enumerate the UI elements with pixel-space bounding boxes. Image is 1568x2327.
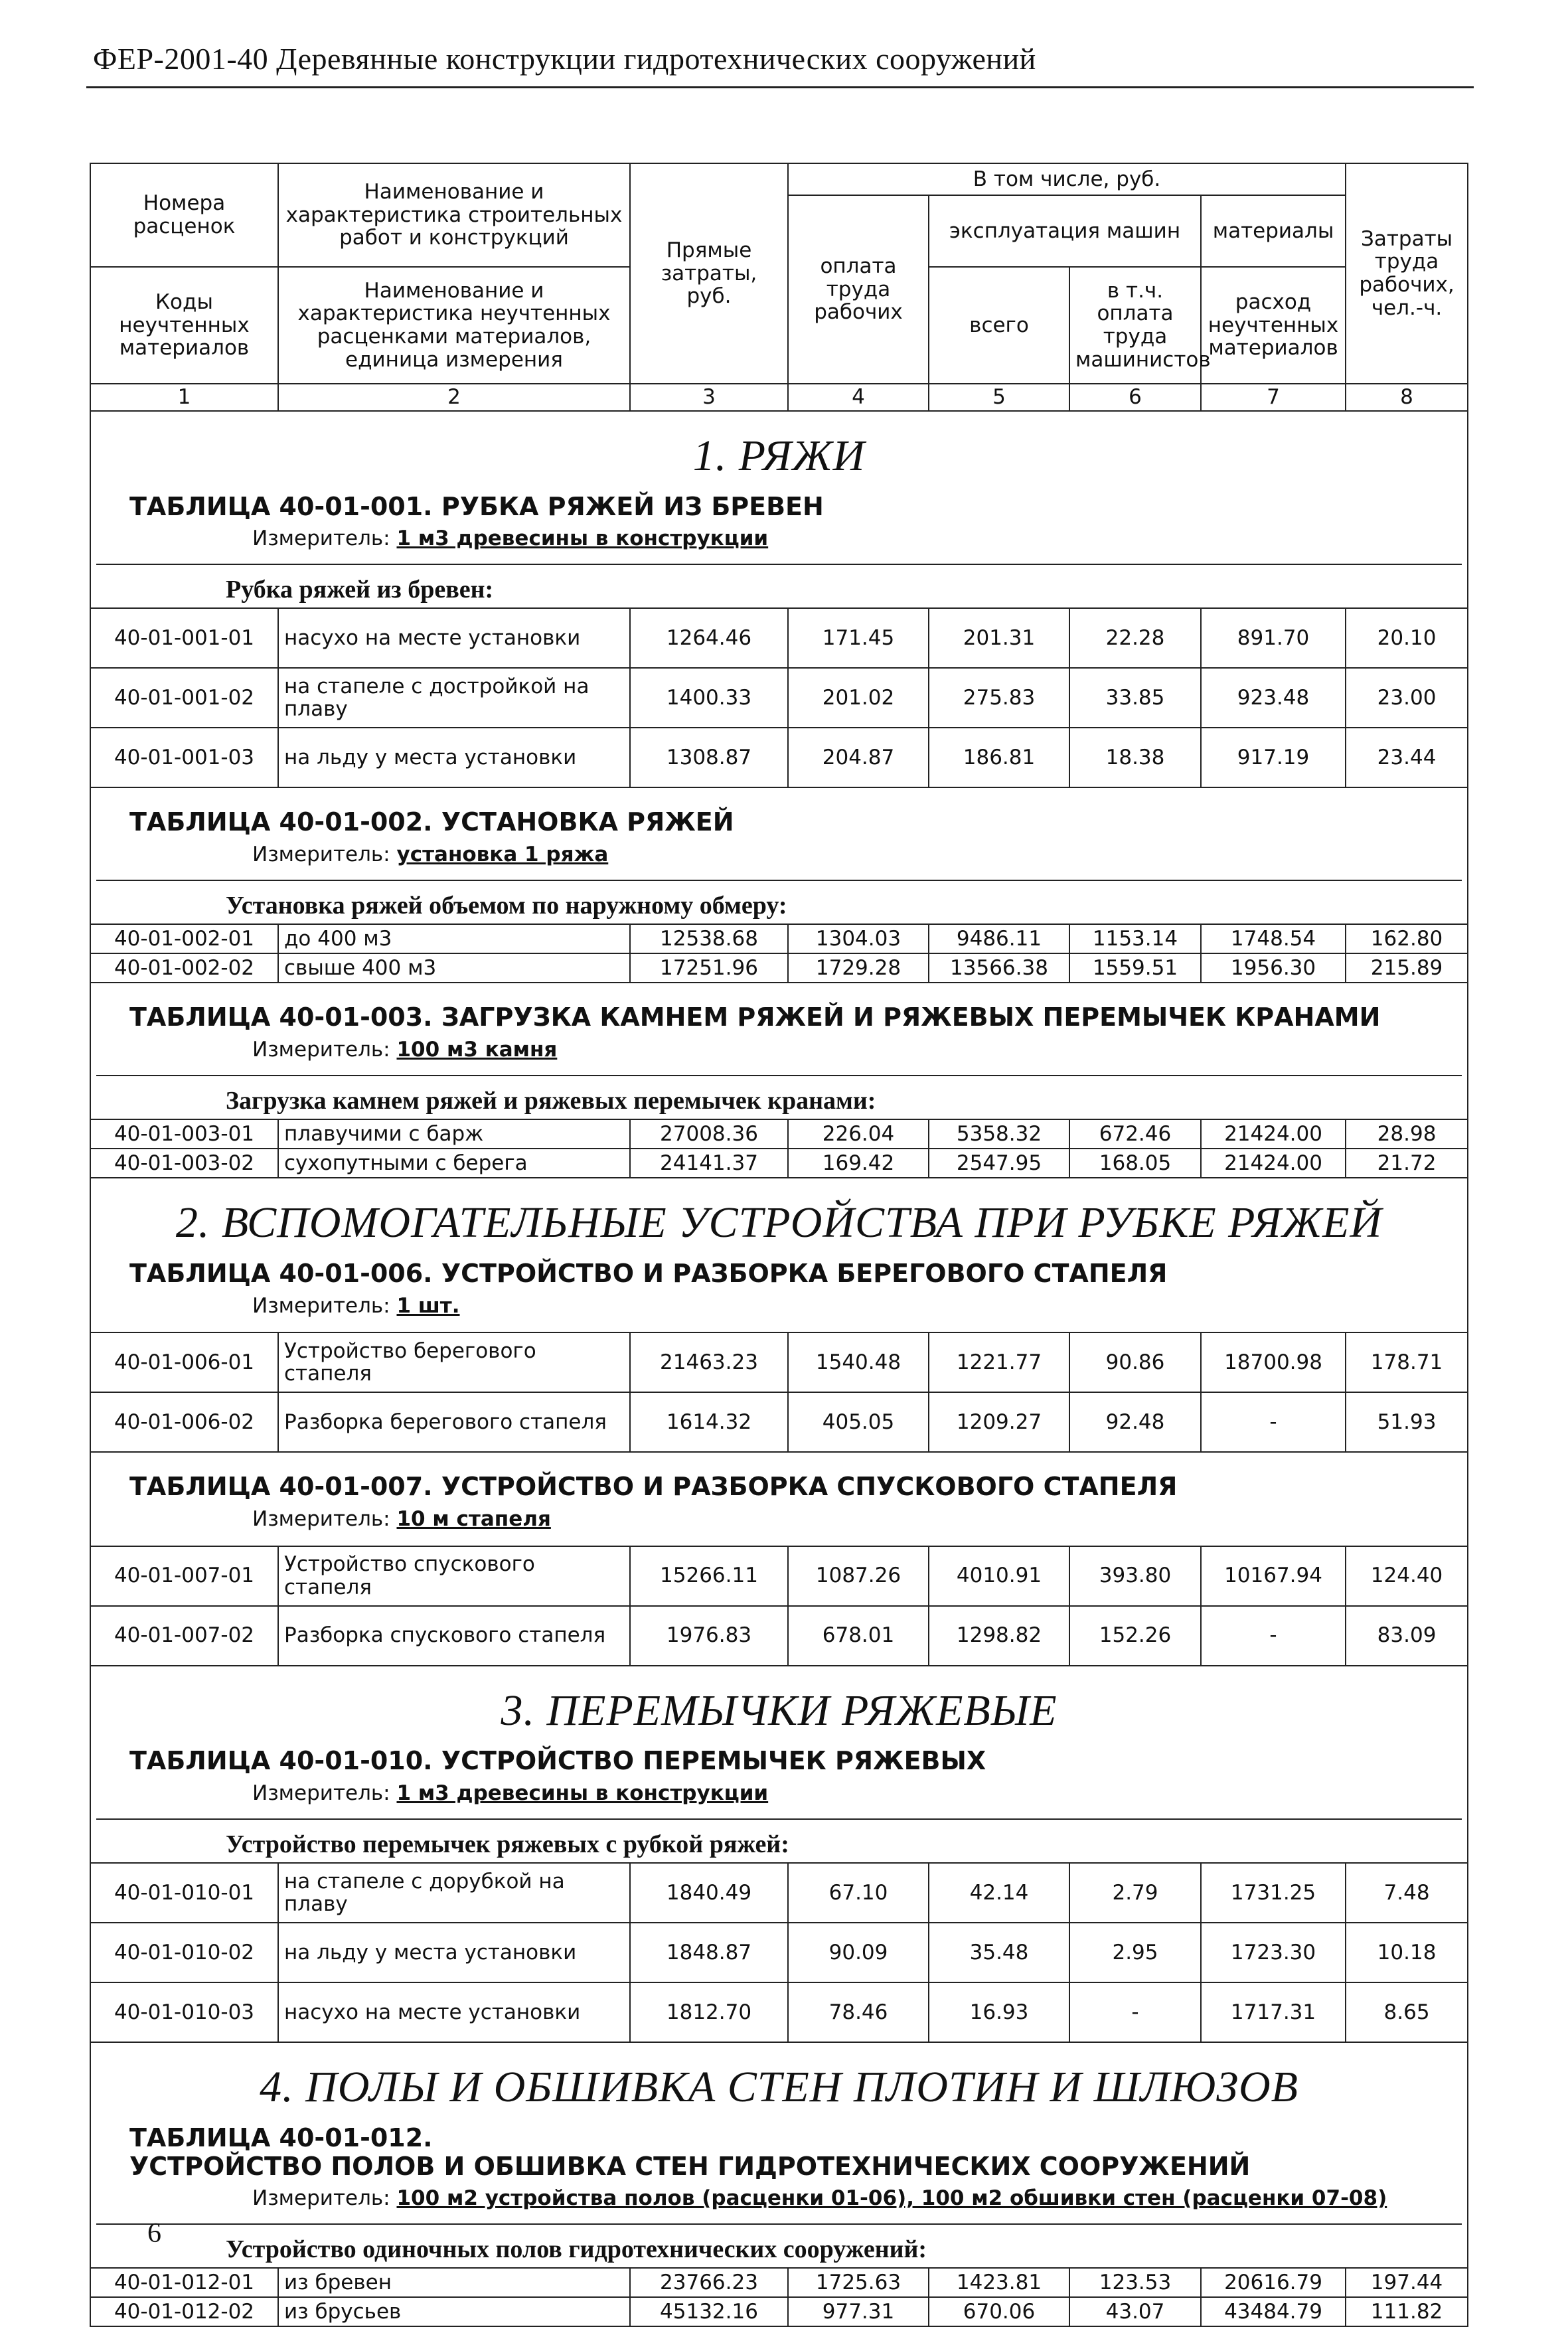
rate-value: 169.42 (788, 1149, 929, 1178)
section-title: 1. РЯЖИ (692, 431, 866, 480)
rates-table (90, 163, 1468, 2327)
rate-value: 215.89 (1346, 953, 1468, 983)
table-row (90, 2268, 1468, 2297)
table-block-cell (90, 1666, 1468, 1864)
column-number: 4 (788, 384, 929, 411)
rate-value: 1848.87 (630, 1923, 788, 1982)
unit-label: Измеритель: (252, 526, 390, 551)
table-row (90, 668, 1468, 728)
section-title: 3. ПЕРЕМЫЧКИ РЯЖЕВЫЕ (501, 1686, 1058, 1735)
table-title (96, 1251, 1462, 1291)
unit-label: Измеритель: (252, 842, 390, 866)
rate-value: 178.71 (1346, 1332, 1468, 1392)
table-row (90, 2297, 1468, 2326)
rate-value: 7.48 (1346, 1863, 1468, 1923)
rate-name: на стапеле с дорубкой на плаву (278, 1863, 630, 1923)
table-number: ТАБЛИЦА 40-01-006. (129, 1258, 433, 1288)
table-name: РУБКА РЯЖЕЙ ИЗ БРЕВЕН (441, 491, 824, 521)
col7-header: расход неучтенных материалов (1201, 267, 1346, 384)
rate-name: плавучими с барж (278, 1119, 630, 1149)
unit-value: 100 м3 камня (396, 1037, 558, 1062)
table-title (96, 2116, 1462, 2183)
rate-code: 40-01-006-02 (90, 1392, 278, 1452)
rate-name: насухо на месте установки (278, 608, 630, 668)
table-row (90, 1149, 1468, 1178)
rate-value: 226.04 (788, 1119, 929, 1149)
column-number: 7 (1201, 384, 1346, 411)
rate-value: 78.46 (788, 1982, 929, 2042)
rate-value: 1423.81 (929, 2268, 1069, 2297)
unit-value: 1 м3 древесины в конструкции (396, 1781, 769, 1805)
rate-code: 40-01-002-01 (90, 924, 278, 953)
unit-label: Измеритель: (252, 1037, 390, 1062)
rate-value: 1956.30 (1201, 953, 1346, 983)
rate-value: 8.65 (1346, 1982, 1468, 2042)
rate-value: 22.28 (1069, 608, 1201, 668)
rate-value: 1614.32 (630, 1392, 788, 1452)
table-row (90, 608, 1468, 668)
rate-value: 1209.27 (929, 1392, 1069, 1452)
section-title: 2. ВСПОМОГАТЕЛЬНЫЕ УСТРОЙСТВА ПРИ РУБКЕ РЯЖЕЙ (175, 1198, 1383, 1247)
rate-value: 13566.38 (929, 953, 1069, 983)
rate-value: 923.48 (1201, 668, 1346, 728)
table-number: ТАБЛИЦА 40-01-010. (129, 1746, 433, 1776)
column-number: 6 (1069, 384, 1201, 411)
rate-name: из брусьев (278, 2297, 630, 2326)
unit-label: Измеритель: (252, 1781, 390, 1805)
table-block-cell (90, 1178, 1468, 1332)
table-name: УСТРОЙСТВО И РАЗБОРКА БЕРЕГОВОГО СТАПЕЛЯ (441, 1258, 1168, 1288)
col5-header: всего (929, 267, 1069, 384)
rate-value: 197.44 (1346, 2268, 1468, 2297)
col4-header: оплата труда рабочих (788, 195, 929, 384)
subheading: Устройство перемычек ряжевых с рубкой ряжей: (96, 1818, 1462, 1862)
rate-value: 21424.00 (1201, 1119, 1346, 1149)
rate-code: 40-01-002-02 (90, 953, 278, 983)
table-block (90, 983, 1468, 1119)
rate-value: 5358.32 (929, 1119, 1069, 1149)
table-block-cell (90, 983, 1468, 1119)
table-row (90, 1119, 1468, 1149)
rate-value: 977.31 (788, 2297, 929, 2326)
incl-header: В том числе, руб. (788, 163, 1346, 195)
table-row (90, 728, 1468, 787)
rate-value: 1729.28 (788, 953, 929, 983)
unit-value: 100 м2 устройства полов (расценки 01-06), 100 м2 обшивки стен (расценки 07-08) (396, 2186, 1387, 2211)
rate-code: 40-01-001-03 (90, 728, 278, 787)
col3-header: Прямые затраты, руб. (630, 163, 788, 384)
page-number: 6 (147, 2218, 161, 2249)
subheading: Рубка ряжей из бревен: (96, 564, 1462, 607)
col2-top-header: Наименование и характеристика строительных работ и конструкций (278, 163, 630, 267)
unit-line (96, 1504, 1462, 1544)
unit-value: установка 1 ряжа (396, 842, 609, 866)
rate-value: 1840.49 (630, 1863, 788, 1923)
rate-value: - (1201, 1606, 1346, 1666)
rate-value: 1731.25 (1201, 1863, 1346, 1923)
spacer (96, 789, 1462, 800)
rate-name: Разборка спускового стапеля (278, 1606, 630, 1666)
rate-value: 1304.03 (788, 924, 929, 953)
table-block-cell (90, 1452, 1468, 1546)
table-row (90, 953, 1468, 983)
rate-value: 1308.87 (630, 728, 788, 787)
column-number: 8 (1346, 384, 1468, 411)
column-number: 2 (278, 384, 630, 411)
unit-label: Измеритель: (252, 1293, 390, 1318)
rate-code: 40-01-007-01 (90, 1546, 278, 1606)
rate-name: сухопутными с берега (278, 1149, 630, 1178)
table-name: УСТРОЙСТВО ПЕРЕМЫЧЕК РЯЖЕВЫХ (441, 1746, 986, 1776)
rate-value: 43484.79 (1201, 2297, 1346, 2326)
unit-line (96, 2183, 1462, 2223)
rate-value: 393.80 (1069, 1546, 1201, 1606)
col8-header: Затраты труда рабочих, чел.-ч. (1346, 163, 1468, 384)
table-block-cell (90, 411, 1468, 609)
table-name: УСТАНОВКА РЯЖЕЙ (441, 807, 734, 837)
table-block (90, 1178, 1468, 1332)
table-number: ТАБЛИЦА 40-01-002. (129, 807, 433, 837)
machines-header: эксплуатация машин (929, 195, 1201, 267)
table-row (90, 924, 1468, 953)
table-row (90, 1923, 1468, 1982)
col1-top-header: Номера расценок (90, 163, 278, 267)
col1-bottom-header: Коды неучтенных материалов (90, 267, 278, 384)
rate-value: 21.72 (1346, 1149, 1468, 1178)
table-number: ТАБЛИЦА 40-01-001. (129, 491, 433, 521)
rate-value: 678.01 (788, 1606, 929, 1666)
rate-value: 17251.96 (630, 953, 788, 983)
rate-value: 51.93 (1346, 1392, 1468, 1452)
unit-value: 1 м3 древесины в конструкции (396, 526, 769, 551)
rate-value: 27008.36 (630, 1119, 788, 1149)
rate-value: 168.05 (1069, 1149, 1201, 1178)
rate-value: 23766.23 (630, 2268, 788, 2297)
rate-value: 2.79 (1069, 1863, 1201, 1923)
rate-value: 1298.82 (929, 1606, 1069, 1666)
rate-value: 18.38 (1069, 728, 1201, 787)
rate-value: 1540.48 (788, 1332, 929, 1392)
header-rule (86, 86, 1474, 88)
rate-value: 917.19 (1201, 728, 1346, 787)
rate-value: 43.07 (1069, 2297, 1201, 2326)
rate-value: 186.81 (929, 728, 1069, 787)
col2-bottom-header: Наименование и характеристика неучтенных расценками материалов, единица измерения (278, 267, 630, 384)
rate-value: 83.09 (1346, 1606, 1468, 1666)
table-title (96, 1465, 1462, 1504)
rate-value: 24141.37 (630, 1149, 788, 1178)
table-row (90, 1332, 1468, 1392)
unit-line (96, 1291, 1462, 1331)
rate-value: 35.48 (929, 1923, 1069, 1982)
rate-name: Разборка берегового стапеля (278, 1392, 630, 1452)
table-block-cell (90, 787, 1468, 924)
rate-code: 40-01-001-02 (90, 668, 278, 728)
rate-value: 2547.95 (929, 1149, 1069, 1178)
table-name: УСТРОЙСТВО И РАЗБОРКА СПУСКОВОГО СТАПЕЛЯ (441, 1472, 1178, 1502)
rate-value: 1221.77 (929, 1332, 1069, 1392)
rate-value: 1400.33 (630, 668, 788, 728)
rate-value: 1559.51 (1069, 953, 1201, 983)
rate-value: - (1069, 1982, 1201, 2042)
document-header-title: ФЕР-2001-40 Деревянные конструкции гидротехнических сооружений (93, 42, 1036, 76)
column-number: 5 (929, 384, 1069, 411)
materials-header: материалы (1201, 195, 1346, 267)
col6-header: в т.ч. оплата труда машинистов (1069, 267, 1201, 384)
rate-name: Устройство спускового стапеля (278, 1546, 630, 1606)
rate-code: 40-01-003-02 (90, 1149, 278, 1178)
rate-value: 1087.26 (788, 1546, 929, 1606)
subheading: Загрузка камнем ряжей и ряжевых перемычек кранами: (96, 1075, 1462, 1118)
rate-value: 2.95 (1069, 1923, 1201, 1982)
rate-value: 201.31 (929, 608, 1069, 668)
rate-name: насухо на месте установки (278, 1982, 630, 2042)
table-number: ТАБЛИЦА 40-01-007. (129, 1472, 433, 1502)
rate-value: 1723.30 (1201, 1923, 1346, 1982)
header-row-1 (90, 163, 1468, 195)
rate-value: 124.40 (1346, 1546, 1468, 1606)
rate-value: 20.10 (1346, 608, 1468, 668)
table-number: ТАБЛИЦА 40-01-012. (129, 2123, 433, 2153)
table-row (90, 1982, 1468, 2042)
rate-value: 405.05 (788, 1392, 929, 1452)
unit-value: 1 шт. (396, 1293, 460, 1318)
rate-code: 40-01-010-01 (90, 1863, 278, 1923)
column-number: 1 (90, 384, 278, 411)
rate-value: 92.48 (1069, 1392, 1201, 1452)
spacer (96, 985, 1462, 995)
rate-value: 4010.91 (929, 1546, 1069, 1606)
table-title (96, 800, 1462, 839)
rate-value: 204.87 (788, 728, 929, 787)
table-name: ЗАГРУЗКА КАМНЕМ РЯЖЕЙ И РЯЖЕВЫХ ПЕРЕМЫЧЕК КРАНАМИ (441, 1003, 1381, 1032)
rate-value: - (1201, 1392, 1346, 1452)
rate-name: до 400 м3 (278, 924, 630, 953)
table-block-cell (90, 2042, 1468, 2268)
unit-label: Измеритель: (252, 2186, 390, 2211)
rate-value: 9486.11 (929, 924, 1069, 953)
rate-value: 1264.46 (630, 608, 788, 668)
rate-value: 20616.79 (1201, 2268, 1346, 2297)
rate-code: 40-01-010-02 (90, 1923, 278, 1982)
table-block (90, 1452, 1468, 1546)
column-numbers-row (90, 384, 1468, 411)
rate-value: 15266.11 (630, 1546, 788, 1606)
rate-code: 40-01-003-01 (90, 1119, 278, 1149)
rate-value: 162.80 (1346, 924, 1468, 953)
rate-value: 152.26 (1069, 1606, 1201, 1666)
rate-value: 670.06 (929, 2297, 1069, 2326)
table-block (90, 2042, 1468, 2268)
rate-value: 201.02 (788, 668, 929, 728)
rate-code: 40-01-010-03 (90, 1982, 278, 2042)
table-row (90, 1392, 1468, 1452)
section-title: 4. ПОЛЫ И ОБШИВКА СТЕН ПЛОТИН И ШЛЮЗОВ (260, 2063, 1298, 2112)
table-block (90, 1666, 1468, 1864)
table-title (96, 485, 1462, 524)
rate-value: 28.98 (1346, 1119, 1468, 1149)
rate-value: 21424.00 (1201, 1149, 1346, 1178)
rate-value: 275.83 (929, 668, 1069, 728)
rate-code: 40-01-007-02 (90, 1606, 278, 1666)
rate-value: 891.70 (1201, 608, 1346, 668)
rate-value: 45132.16 (630, 2297, 788, 2326)
table-number: ТАБЛИЦА 40-01-003. (129, 1003, 433, 1032)
rate-value: 1725.63 (788, 2268, 929, 2297)
rate-value: 672.46 (1069, 1119, 1201, 1149)
rate-name: на льду у места установки (278, 728, 630, 787)
unit-line (96, 1778, 1462, 1818)
subheading: Установка ряжей объемом по наружному обмеру: (96, 880, 1462, 923)
rate-value: 23.00 (1346, 668, 1468, 728)
rate-value: 1812.70 (630, 1982, 788, 2042)
rate-name: на льду у места установки (278, 1923, 630, 1982)
rate-name: свыше 400 м3 (278, 953, 630, 983)
rate-value: 42.14 (929, 1863, 1069, 1923)
rate-value: 10167.94 (1201, 1546, 1346, 1606)
rate-code: 40-01-001-01 (90, 608, 278, 668)
rate-name: на стапеле с достройкой на плаву (278, 668, 630, 728)
table-row (90, 1546, 1468, 1606)
rate-name: Устройство берегового стапеля (278, 1332, 630, 1392)
rate-value: 23.44 (1346, 728, 1468, 787)
subheading: Устройство одиночных полов гидротехнических сооружений: (96, 2223, 1462, 2267)
rate-value: 1717.31 (1201, 1982, 1346, 2042)
table-block (90, 787, 1468, 924)
unit-line (96, 523, 1462, 564)
rate-name: из бревен (278, 2268, 630, 2297)
unit-line (96, 839, 1462, 880)
rate-value: 10.18 (1346, 1923, 1468, 1982)
spacer (96, 1454, 1462, 1465)
rate-value: 90.86 (1069, 1332, 1201, 1392)
rate-value: 1153.14 (1069, 924, 1201, 953)
rate-code: 40-01-012-02 (90, 2297, 278, 2326)
rate-code: 40-01-006-01 (90, 1332, 278, 1392)
table-row (90, 1863, 1468, 1923)
table-title (96, 1739, 1462, 1778)
table-title (96, 995, 1462, 1034)
rate-code: 40-01-012-01 (90, 2268, 278, 2297)
rate-value: 18700.98 (1201, 1332, 1346, 1392)
table-name: УСТРОЙСТВО ПОЛОВ И ОБШИВКА СТЕН ГИДРОТЕХНИЧЕСКИХ СООРУЖЕНИЙ (129, 2151, 1251, 2181)
rate-value: 1748.54 (1201, 924, 1346, 953)
rate-value: 21463.23 (630, 1332, 788, 1392)
table-row (90, 1606, 1468, 1666)
unit-line (96, 1034, 1462, 1075)
rate-value: 111.82 (1346, 2297, 1468, 2326)
unit-value: 10 м стапеля (396, 1506, 551, 1531)
rate-value: 123.53 (1069, 2268, 1201, 2297)
rate-value: 16.93 (929, 1982, 1069, 2042)
column-number: 3 (630, 384, 788, 411)
rate-value: 1976.83 (630, 1606, 788, 1666)
table-block (90, 411, 1468, 609)
rate-value: 90.09 (788, 1923, 929, 1982)
rate-value: 33.85 (1069, 668, 1201, 728)
rate-value: 67.10 (788, 1863, 929, 1923)
rate-value: 12538.68 (630, 924, 788, 953)
unit-label: Измеритель: (252, 1506, 390, 1531)
rate-value: 171.45 (788, 608, 929, 668)
